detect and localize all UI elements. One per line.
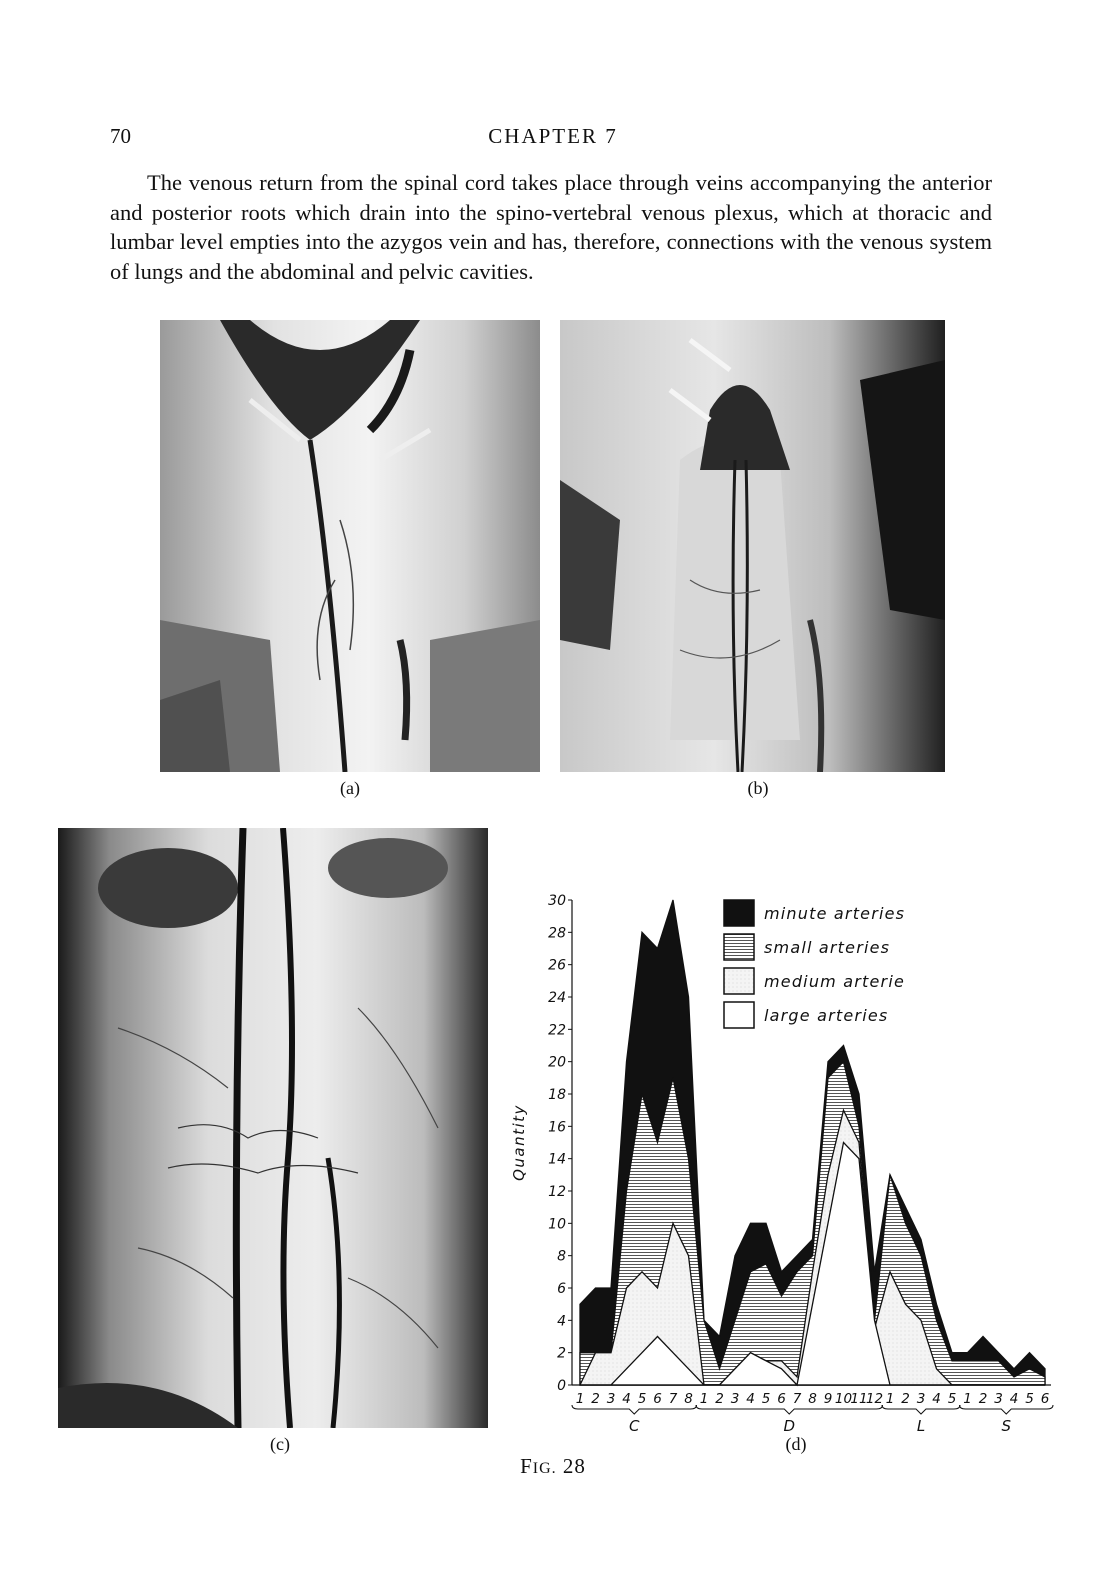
group-label: C — [629, 1417, 640, 1435]
x-tick-label: 2 — [591, 1391, 600, 1407]
x-tick-label: 1 — [699, 1391, 709, 1407]
x-tick-label: 6 — [1040, 1391, 1050, 1407]
photo-b — [560, 320, 945, 772]
chart-d — [500, 870, 1060, 1440]
x-tick-label: 4 — [746, 1391, 755, 1407]
y-tick-label: 22 — [548, 1022, 566, 1039]
x-tick-label: 8 — [684, 1391, 693, 1407]
figure-label-small-caps: IG. — [532, 1460, 557, 1477]
y-tick-label: 30 — [548, 893, 566, 909]
x-tick-label: 5 — [761, 1391, 771, 1407]
y-axis-label: Quantity — [510, 1104, 528, 1181]
y-tick-label: 6 — [557, 1281, 566, 1297]
x-tick-label: 6 — [777, 1391, 786, 1407]
x-tick-label: 5 — [637, 1391, 647, 1407]
y-tick-label: 2 — [557, 1345, 566, 1362]
legend-swatch — [724, 1002, 754, 1028]
chart-legend — [724, 900, 905, 1028]
running-head: CHAPTER 7 — [488, 124, 618, 148]
x-tick-label: 11 — [850, 1391, 868, 1407]
x-tick-label: 4 — [932, 1391, 941, 1407]
legend-swatch — [724, 968, 754, 994]
x-tick-label: 10 — [834, 1391, 853, 1407]
x-tick-label: 1 — [575, 1391, 585, 1407]
x-tick-label: 5 — [1025, 1391, 1034, 1407]
x-tick-label: 12 — [865, 1391, 884, 1407]
y-tick-label: 0 — [557, 1378, 566, 1394]
y-tick-label: 28 — [548, 925, 566, 942]
caption-d: (d) — [785, 1434, 807, 1454]
x-tick-label: 2 — [978, 1391, 988, 1407]
legend-label: small arteries — [764, 938, 891, 957]
x-tick-label: 2 — [901, 1391, 910, 1407]
x-tick-label: 5 — [947, 1391, 957, 1407]
y-tick-label: 16 — [548, 1119, 566, 1136]
legend-label: large arteries — [764, 1006, 889, 1025]
y-tick-label: 12 — [548, 1184, 566, 1200]
x-tick-label: 2 — [715, 1391, 724, 1407]
caption-a: (a) — [340, 778, 360, 798]
caption-c: (c) — [270, 1434, 290, 1454]
x-tick-label: 8 — [808, 1391, 817, 1407]
legend-swatch — [724, 934, 754, 960]
x-tick-label: 6 — [653, 1391, 662, 1407]
y-tick-label: 26 — [548, 957, 566, 974]
x-tick-label: 1 — [885, 1391, 895, 1407]
y-tick-label: 4 — [557, 1313, 566, 1330]
y-tick-label: 10 — [548, 1216, 566, 1233]
group-label: S — [1001, 1417, 1012, 1435]
specimen-photo-b — [560, 320, 945, 772]
specimen-photo-a — [160, 320, 540, 772]
x-tick-label: 3 — [606, 1391, 616, 1407]
group-label: L — [916, 1417, 926, 1435]
x-tick-label: 9 — [823, 1391, 833, 1407]
legend-label: medium arterie — [764, 972, 906, 991]
figure-label — [0, 1454, 1106, 1479]
figure-label-prefix: F — [520, 1454, 533, 1478]
x-tick-label: 3 — [916, 1391, 926, 1407]
legend-swatch — [724, 900, 754, 926]
x-tick-label: 7 — [792, 1391, 802, 1407]
figure-label-number: 28 — [562, 1454, 586, 1478]
x-tick-label: 3 — [730, 1391, 740, 1407]
group-label: D — [783, 1417, 796, 1435]
y-tick-label: 20 — [548, 1054, 566, 1071]
y-tick-label: 18 — [548, 1087, 566, 1103]
chart-svg — [500, 870, 1060, 1440]
y-tick-label: 14 — [548, 1151, 566, 1168]
body-paragraph: The venous return from the spinal cord takes place through veins accompanying the anterior and posterior roots which drain into the spino-vertebral venous plexus, which at thoracic and lumbar level empties into the azygos vein and has, therefore, connections with the venous system of lungs and the abdominal and pelvic cavities. — [110, 170, 992, 284]
legend-label: minute arteries — [764, 904, 906, 923]
y-tick-label: 8 — [557, 1248, 566, 1265]
x-tick-label: 4 — [622, 1391, 631, 1407]
x-tick-label: 1 — [963, 1391, 972, 1407]
group-brace — [960, 1405, 1054, 1414]
page-number: 70 — [110, 124, 131, 148]
caption-b: (b) — [747, 778, 769, 798]
photo-c — [58, 828, 488, 1428]
x-tick-label: 4 — [1009, 1391, 1019, 1407]
photo-a — [160, 320, 540, 772]
y-tick-label: 24 — [548, 990, 566, 1006]
x-tick-label: 7 — [668, 1391, 678, 1407]
x-tick-label: 3 — [994, 1391, 1003, 1407]
specimen-photo-c — [58, 828, 488, 1428]
